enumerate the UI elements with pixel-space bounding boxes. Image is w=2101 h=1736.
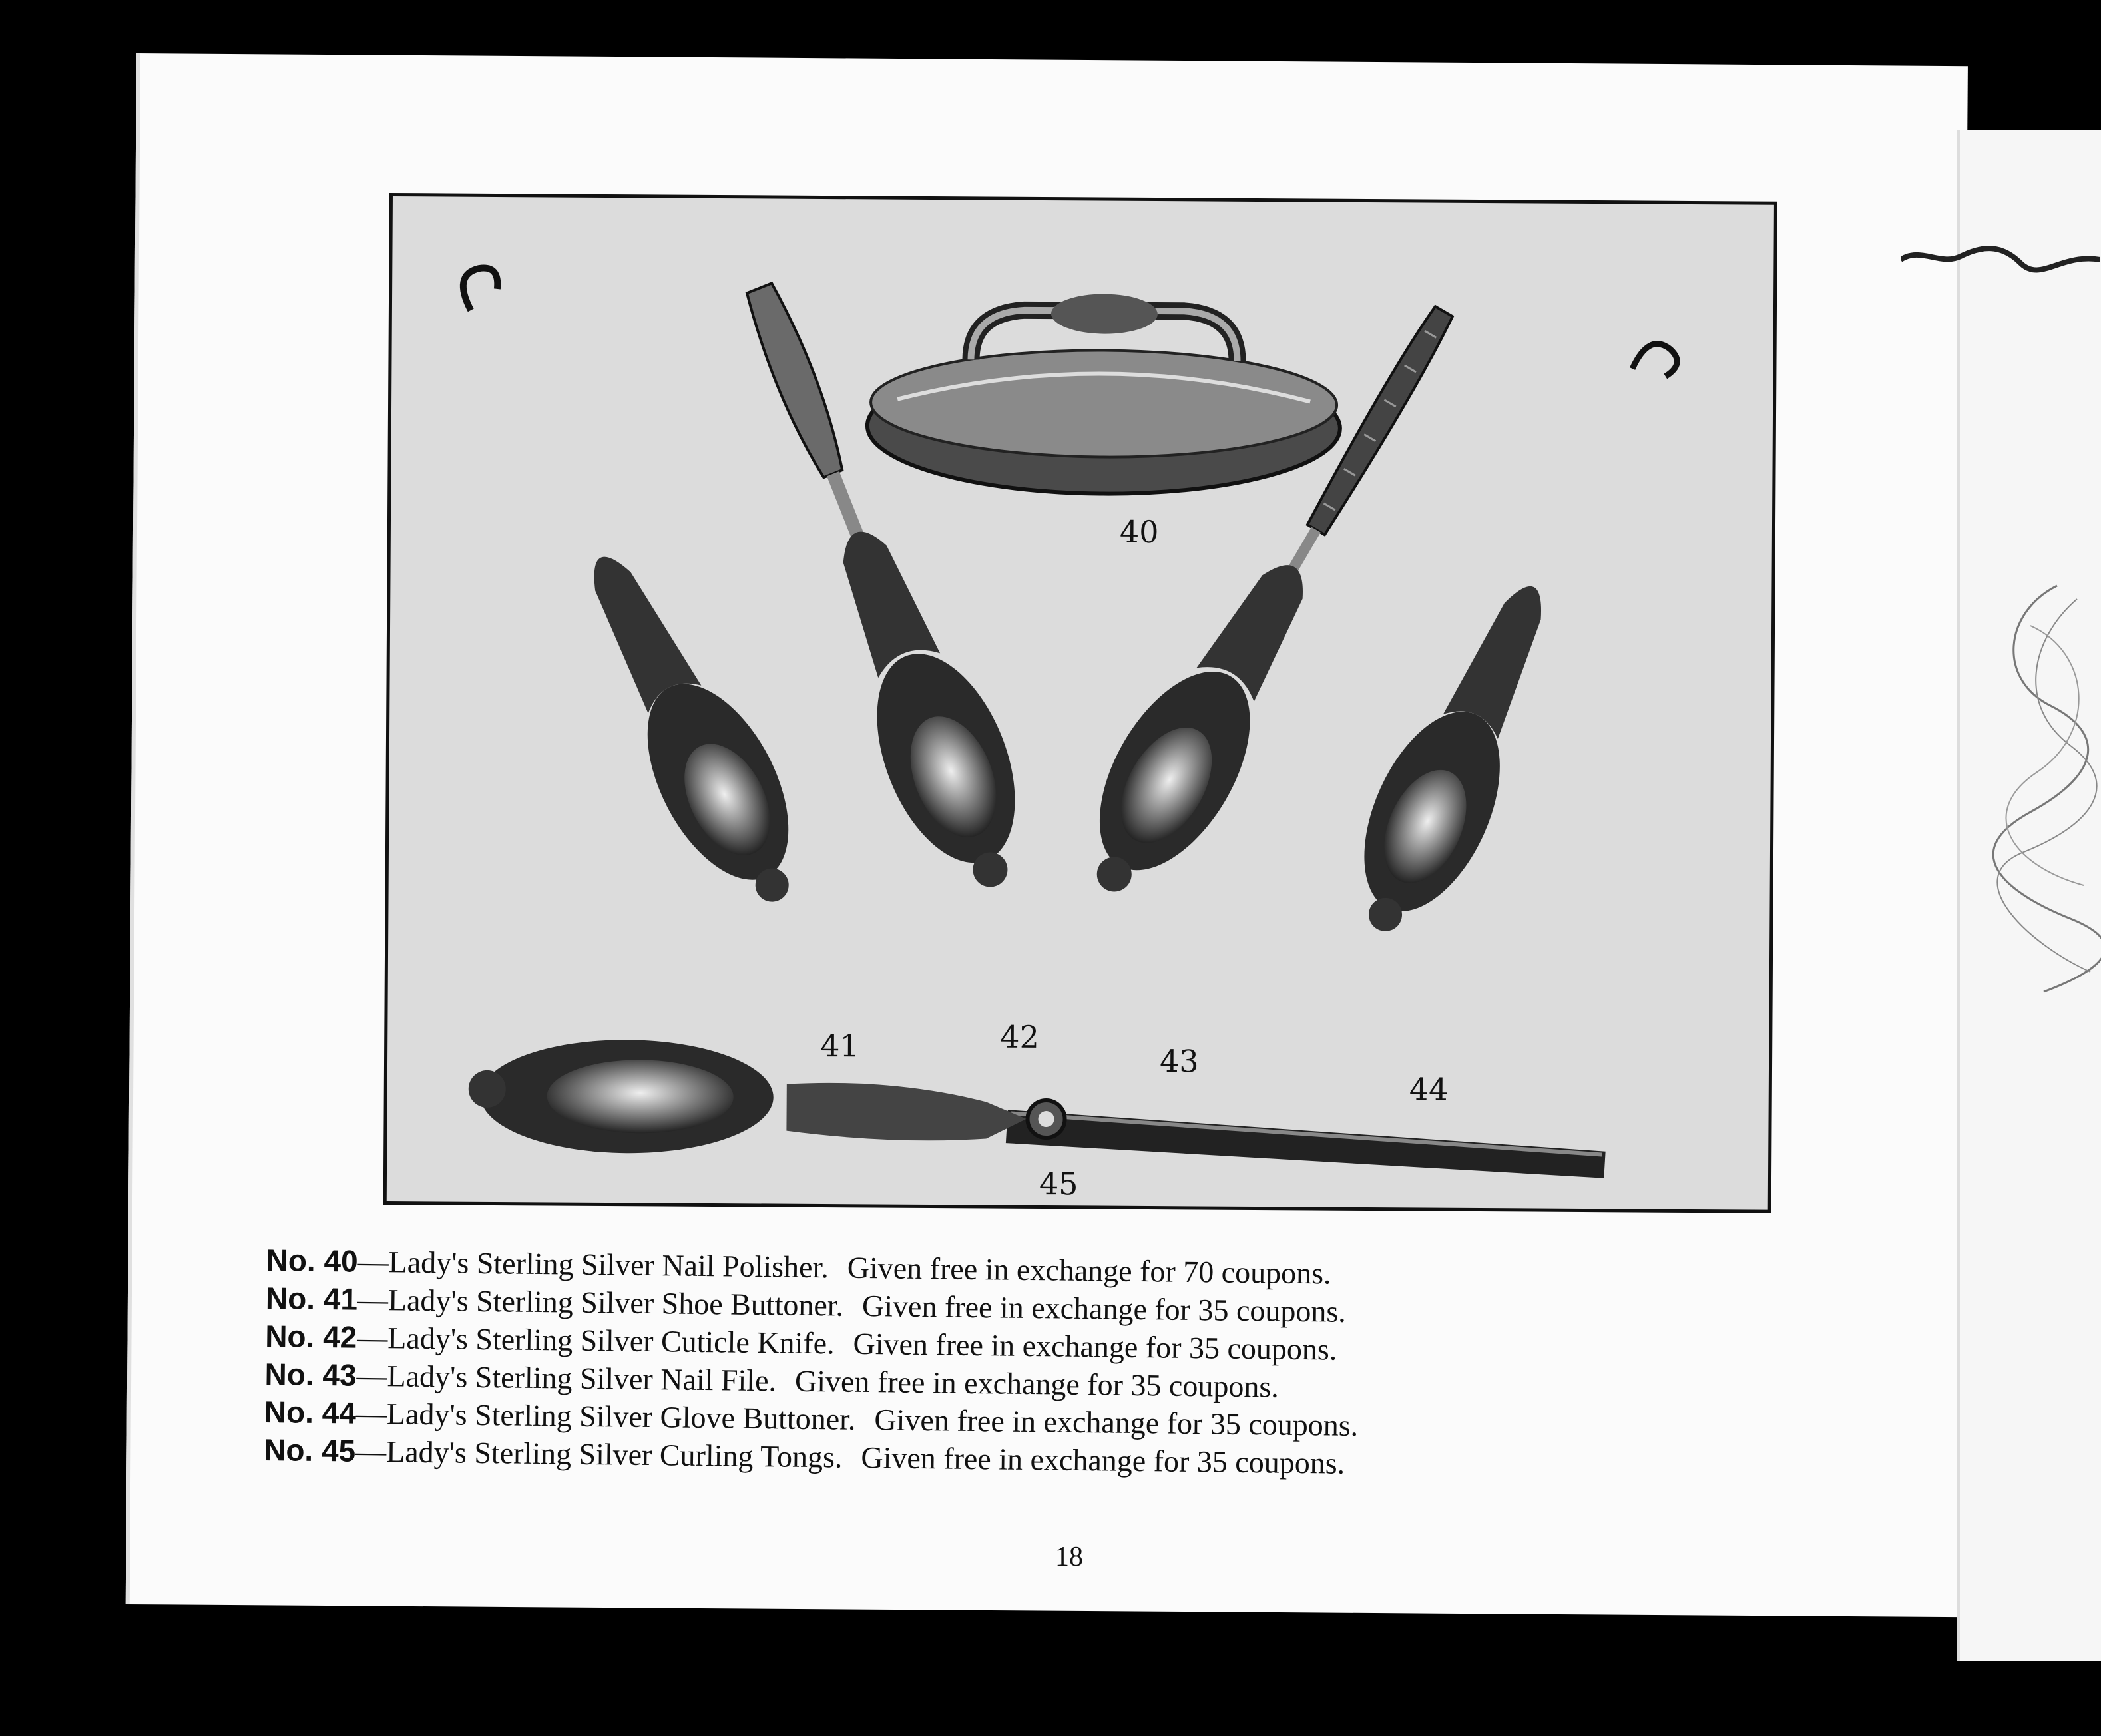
caption-offer: Given free in exchange for 70 coupons. (847, 1250, 1331, 1291)
caption-description: —Lady's Sterling Silver Glove Buttoner. (355, 1396, 856, 1436)
caption-list (264, 1241, 1584, 1485)
figure-label-45: 45 (1039, 1165, 1078, 1202)
figure-label-42: 42 (1000, 1018, 1039, 1055)
caption-description: —Lady's Sterling Silver Cuticle Knife. (356, 1320, 835, 1361)
caption-offer: Given free in exchange for 35 coupons. (853, 1326, 1337, 1367)
caption-number: No. 40 (266, 1242, 359, 1279)
caption-number: No. 43 (264, 1356, 357, 1393)
caption-offer: Given free in exchange for 35 coupons. (874, 1403, 1359, 1443)
figure-label-43: 43 (1159, 1043, 1199, 1080)
figure-label-41: 41 (820, 1027, 859, 1064)
caption-offer: Given free in exchange for 35 coupons. (861, 1288, 1347, 1329)
figure-label-44: 44 (1409, 1071, 1449, 1108)
caption-number: No. 41 (265, 1280, 358, 1317)
pencil-scribble (1990, 572, 2101, 998)
caption-number: No. 44 (264, 1394, 357, 1430)
caption-number: No. 45 (263, 1432, 356, 1468)
caption-description: —Lady's Sterling Silver Nail File. (356, 1358, 777, 1398)
illustration-plate (383, 193, 1777, 1213)
nail-polisher-figure (867, 292, 1341, 495)
binding-string (1901, 240, 2100, 280)
figure-label-40: 40 (1119, 513, 1159, 550)
caption-description: —Lady's Sterling Silver Shoe Buttoner. (357, 1282, 844, 1323)
page-number: 18 (1055, 1542, 1083, 1572)
caption-description: —Lady's Sterling Silver Nail Polisher. (357, 1244, 829, 1285)
caption-offer: Given free in exchange for 35 coupons. (861, 1440, 1345, 1480)
tools-illustration (387, 196, 1774, 1210)
caption-offer: Given free in exchange for 35 coupons. (794, 1363, 1280, 1404)
caption-number: No. 42 (264, 1318, 357, 1355)
curling-tongs-figure (468, 1039, 1606, 1178)
caption-description: —Lady's Sterling Silver Curling Tongs. (355, 1434, 843, 1474)
